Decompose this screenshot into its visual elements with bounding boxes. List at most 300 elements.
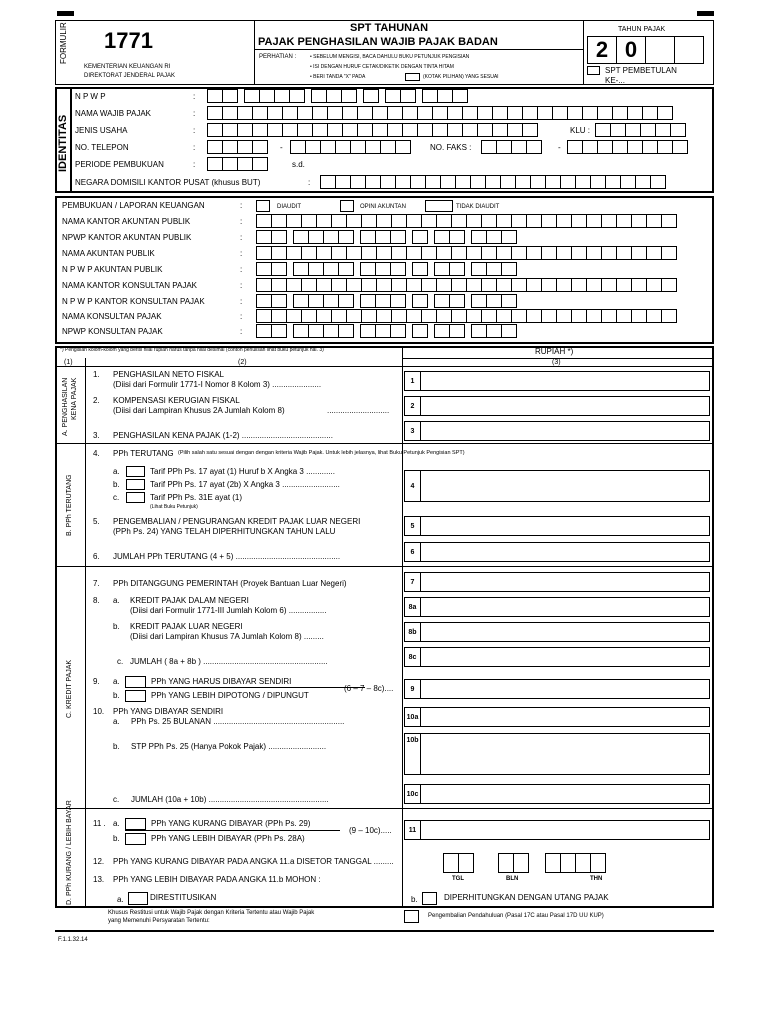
char-box[interactable]	[267, 106, 283, 120]
char-box[interactable]	[567, 106, 583, 120]
char-box[interactable]	[361, 309, 377, 323]
row-4a-checkbox[interactable]	[126, 466, 145, 477]
char-box[interactable]	[452, 89, 468, 103]
char-box[interactable]	[376, 246, 392, 260]
char-box[interactable]	[625, 123, 641, 137]
char-box[interactable]	[346, 309, 362, 323]
char-box[interactable]	[612, 140, 628, 154]
char-box[interactable]	[545, 175, 561, 189]
char-box[interactable]	[586, 309, 602, 323]
char-box[interactable]	[672, 140, 688, 154]
char-box[interactable]	[331, 246, 347, 260]
char-box[interactable]	[256, 324, 272, 338]
char-box[interactable]	[434, 294, 450, 308]
char-box[interactable]	[443, 853, 459, 873]
amount-8a[interactable]	[420, 597, 710, 617]
char-box[interactable]	[308, 294, 324, 308]
char-box[interactable]	[481, 309, 497, 323]
char-box[interactable]	[434, 324, 450, 338]
char-box[interactable]	[501, 230, 517, 244]
amount-5[interactable]	[420, 516, 710, 536]
char-box[interactable]	[616, 246, 632, 260]
char-box[interactable]	[462, 123, 478, 137]
char-box[interactable]	[657, 140, 673, 154]
row-4b-checkbox[interactable]	[126, 479, 145, 490]
nama-kap-boxes[interactable]	[256, 214, 676, 228]
char-box[interactable]	[541, 214, 557, 228]
char-box[interactable]	[451, 278, 467, 292]
char-box[interactable]	[308, 324, 324, 338]
char-box[interactable]	[361, 246, 377, 260]
char-box[interactable]	[417, 123, 433, 137]
char-box[interactable]	[471, 230, 487, 244]
char-box[interactable]	[290, 140, 306, 154]
amount-10c[interactable]	[420, 784, 710, 804]
amount-1[interactable]	[420, 371, 710, 391]
char-box[interactable]	[451, 309, 467, 323]
npwp-boxes[interactable]	[207, 89, 467, 103]
char-box[interactable]	[316, 246, 332, 260]
char-box[interactable]	[256, 262, 272, 276]
char-box[interactable]	[522, 106, 538, 120]
char-box[interactable]	[421, 309, 437, 323]
char-box[interactable]	[560, 853, 576, 873]
char-box[interactable]	[271, 262, 287, 276]
char-box[interactable]	[451, 246, 467, 260]
char-box[interactable]	[486, 262, 502, 276]
char-box[interactable]	[451, 214, 467, 228]
char-box[interactable]	[571, 214, 587, 228]
amount-7[interactable]	[420, 572, 710, 592]
char-box[interactable]	[402, 106, 418, 120]
char-box[interactable]	[293, 262, 309, 276]
char-box[interactable]	[582, 140, 598, 154]
char-box[interactable]	[312, 106, 328, 120]
char-box[interactable]	[486, 230, 502, 244]
char-box[interactable]	[434, 262, 450, 276]
char-box[interactable]	[271, 324, 287, 338]
year-digit-3[interactable]	[645, 36, 675, 64]
char-box[interactable]	[390, 230, 406, 244]
char-box[interactable]	[222, 89, 238, 103]
char-box[interactable]	[571, 278, 587, 292]
char-box[interactable]	[271, 230, 287, 244]
year-digit-1[interactable]: 2	[587, 36, 617, 64]
char-box[interactable]	[595, 123, 611, 137]
char-box[interactable]	[642, 106, 658, 120]
amount-10a[interactable]	[420, 707, 710, 727]
year-digit-2[interactable]: 0	[616, 36, 646, 64]
char-box[interactable]	[541, 309, 557, 323]
char-box[interactable]	[222, 106, 238, 120]
char-box[interactable]	[466, 246, 482, 260]
char-box[interactable]	[458, 853, 474, 873]
char-box[interactable]	[406, 278, 422, 292]
char-box[interactable]	[590, 853, 606, 873]
char-box[interactable]	[447, 123, 463, 137]
char-box[interactable]	[575, 853, 591, 873]
char-box[interactable]	[661, 246, 677, 260]
char-box[interactable]	[244, 89, 260, 103]
char-box[interactable]	[380, 175, 396, 189]
amount-10b[interactable]	[420, 733, 710, 775]
char-box[interactable]	[320, 175, 336, 189]
char-box[interactable]	[301, 278, 317, 292]
char-box[interactable]	[308, 262, 324, 276]
char-box[interactable]	[271, 309, 287, 323]
npwp-kkp-boxes[interactable]	[256, 294, 516, 308]
char-box[interactable]	[357, 106, 373, 120]
char-box[interactable]	[360, 230, 376, 244]
telepon-area-boxes[interactable]	[207, 140, 267, 154]
char-box[interactable]	[481, 246, 497, 260]
char-box[interactable]	[432, 106, 448, 120]
amount-8c[interactable]	[420, 647, 710, 667]
char-box[interactable]	[582, 106, 598, 120]
char-box[interactable]	[556, 278, 572, 292]
char-box[interactable]	[207, 123, 223, 137]
char-box[interactable]	[449, 294, 465, 308]
char-box[interactable]	[350, 175, 366, 189]
char-box[interactable]	[331, 278, 347, 292]
char-box[interactable]	[222, 140, 238, 154]
char-box[interactable]	[470, 175, 486, 189]
char-box[interactable]	[492, 106, 508, 120]
char-box[interactable]	[650, 175, 666, 189]
char-box[interactable]	[616, 214, 632, 228]
year-digit-4[interactable]	[674, 36, 704, 64]
pengembalian-checkbox[interactable]	[404, 910, 419, 923]
char-box[interactable]	[477, 123, 493, 137]
char-box[interactable]	[545, 853, 561, 873]
char-box[interactable]	[631, 309, 647, 323]
char-box[interactable]	[601, 278, 617, 292]
char-box[interactable]	[477, 106, 493, 120]
char-box[interactable]	[422, 89, 438, 103]
faks-boxes[interactable]	[567, 140, 687, 154]
char-box[interactable]	[346, 214, 362, 228]
char-box[interactable]	[552, 106, 568, 120]
char-box[interactable]	[412, 294, 428, 308]
tahun-pajak-boxes[interactable]	[587, 36, 703, 64]
char-box[interactable]	[436, 214, 452, 228]
char-box[interactable]	[282, 123, 298, 137]
char-box[interactable]	[496, 246, 512, 260]
char-box[interactable]	[507, 123, 523, 137]
char-box[interactable]	[640, 123, 656, 137]
char-box[interactable]	[271, 214, 287, 228]
amount-8b[interactable]	[420, 622, 710, 642]
row-4c-checkbox[interactable]	[126, 492, 145, 503]
char-box[interactable]	[338, 324, 354, 338]
char-box[interactable]	[259, 89, 275, 103]
char-box[interactable]	[256, 230, 272, 244]
char-box[interactable]	[471, 262, 487, 276]
char-box[interactable]	[323, 324, 339, 338]
char-box[interactable]	[312, 123, 328, 137]
char-box[interactable]	[363, 89, 379, 103]
char-box[interactable]	[256, 214, 272, 228]
char-box[interactable]	[449, 262, 465, 276]
amount-2[interactable]	[420, 396, 710, 416]
char-box[interactable]	[513, 853, 529, 873]
char-box[interactable]	[390, 324, 406, 338]
char-box[interactable]	[341, 89, 357, 103]
tgl-boxes[interactable]	[443, 853, 473, 873]
char-box[interactable]	[501, 294, 517, 308]
char-box[interactable]	[537, 106, 553, 120]
char-box[interactable]	[335, 140, 351, 154]
char-box[interactable]	[207, 106, 223, 120]
char-box[interactable]	[412, 230, 428, 244]
char-box[interactable]	[391, 309, 407, 323]
char-box[interactable]	[526, 246, 542, 260]
char-box[interactable]	[412, 324, 428, 338]
char-box[interactable]	[331, 309, 347, 323]
char-box[interactable]	[661, 278, 677, 292]
char-box[interactable]	[501, 324, 517, 338]
char-box[interactable]	[440, 175, 456, 189]
char-box[interactable]	[646, 309, 662, 323]
char-box[interactable]	[323, 294, 339, 308]
char-box[interactable]	[571, 309, 587, 323]
char-box[interactable]	[293, 230, 309, 244]
opini-box[interactable]	[425, 200, 453, 212]
char-box[interactable]	[256, 278, 272, 292]
char-box[interactable]	[342, 106, 358, 120]
char-box[interactable]	[297, 106, 313, 120]
char-box[interactable]	[447, 106, 463, 120]
npwp-kp-boxes[interactable]	[256, 324, 516, 338]
char-box[interactable]	[326, 89, 342, 103]
char-box[interactable]	[375, 294, 391, 308]
char-box[interactable]	[466, 214, 482, 228]
char-box[interactable]	[286, 309, 302, 323]
diaudit-checkbox[interactable]	[256, 200, 270, 212]
char-box[interactable]	[627, 140, 643, 154]
char-box[interactable]	[590, 175, 606, 189]
char-box[interactable]	[372, 106, 388, 120]
char-box[interactable]	[526, 214, 542, 228]
char-box[interactable]	[486, 324, 502, 338]
nama-ap-boxes[interactable]	[256, 246, 676, 260]
char-box[interactable]	[289, 89, 305, 103]
char-box[interactable]	[567, 140, 583, 154]
char-box[interactable]	[455, 175, 471, 189]
char-box[interactable]	[375, 230, 391, 244]
char-box[interactable]	[252, 123, 268, 137]
char-box[interactable]	[511, 140, 527, 154]
nama-kp-boxes[interactable]	[256, 309, 676, 323]
row-11a-checkbox[interactable]	[125, 818, 146, 830]
char-box[interactable]	[616, 309, 632, 323]
klu-boxes[interactable]	[595, 123, 685, 137]
periode-start-boxes[interactable]	[207, 157, 267, 171]
char-box[interactable]	[365, 140, 381, 154]
char-box[interactable]	[462, 106, 478, 120]
char-box[interactable]	[222, 123, 238, 137]
char-box[interactable]	[391, 214, 407, 228]
char-box[interactable]	[361, 214, 377, 228]
char-box[interactable]	[601, 309, 617, 323]
char-box[interactable]	[500, 175, 516, 189]
char-box[interactable]	[610, 123, 626, 137]
char-box[interactable]	[391, 278, 407, 292]
char-box[interactable]	[360, 262, 376, 276]
char-box[interactable]	[657, 106, 673, 120]
char-box[interactable]	[338, 230, 354, 244]
char-box[interactable]	[612, 106, 628, 120]
char-box[interactable]	[661, 309, 677, 323]
nama-wp-boxes[interactable]	[207, 106, 672, 120]
npwp-kap-boxes[interactable]	[256, 230, 516, 244]
jenis-usaha-boxes[interactable]	[207, 123, 537, 137]
char-box[interactable]	[434, 230, 450, 244]
char-box[interactable]	[635, 175, 651, 189]
char-box[interactable]	[390, 294, 406, 308]
char-box[interactable]	[571, 246, 587, 260]
char-box[interactable]	[466, 309, 482, 323]
char-box[interactable]	[400, 89, 416, 103]
char-box[interactable]	[271, 246, 287, 260]
char-box[interactable]	[496, 140, 512, 154]
char-box[interactable]	[360, 324, 376, 338]
char-box[interactable]	[496, 309, 512, 323]
char-box[interactable]	[327, 123, 343, 137]
char-box[interactable]	[507, 106, 523, 120]
char-box[interactable]	[256, 246, 272, 260]
char-box[interactable]	[274, 89, 290, 103]
char-box[interactable]	[481, 214, 497, 228]
amount-9[interactable]	[420, 679, 710, 699]
char-box[interactable]	[526, 278, 542, 292]
diperhitungkan-checkbox[interactable]	[422, 892, 437, 905]
char-box[interactable]	[293, 324, 309, 338]
nama-kkp-boxes[interactable]	[256, 278, 676, 292]
char-box[interactable]	[361, 278, 377, 292]
char-box[interactable]	[323, 230, 339, 244]
char-box[interactable]	[271, 294, 287, 308]
char-box[interactable]	[395, 140, 411, 154]
char-box[interactable]	[530, 175, 546, 189]
char-box[interactable]	[301, 309, 317, 323]
char-box[interactable]	[346, 246, 362, 260]
spt-pembetulan-checkbox[interactable]	[587, 66, 600, 75]
char-box[interactable]	[511, 246, 527, 260]
char-box[interactable]	[311, 89, 327, 103]
char-box[interactable]	[406, 309, 422, 323]
char-box[interactable]	[526, 309, 542, 323]
char-box[interactable]	[486, 294, 502, 308]
char-box[interactable]	[646, 246, 662, 260]
row-9b-checkbox[interactable]	[125, 690, 146, 702]
char-box[interactable]	[376, 309, 392, 323]
char-box[interactable]	[627, 106, 643, 120]
char-box[interactable]	[286, 278, 302, 292]
char-box[interactable]	[338, 262, 354, 276]
char-box[interactable]	[410, 175, 426, 189]
char-box[interactable]	[237, 106, 253, 120]
char-box[interactable]	[620, 175, 636, 189]
char-box[interactable]	[308, 230, 324, 244]
char-box[interactable]	[335, 175, 351, 189]
char-box[interactable]	[256, 309, 272, 323]
char-box[interactable]	[436, 309, 452, 323]
amount-11[interactable]	[420, 820, 710, 840]
char-box[interactable]	[305, 140, 321, 154]
char-box[interactable]	[342, 123, 358, 137]
char-box[interactable]	[360, 294, 376, 308]
amount-6[interactable]	[420, 542, 710, 562]
char-box[interactable]	[471, 324, 487, 338]
char-box[interactable]	[387, 123, 403, 137]
char-box[interactable]	[485, 175, 501, 189]
bln-boxes[interactable]	[498, 853, 528, 873]
char-box[interactable]	[395, 175, 411, 189]
char-box[interactable]	[421, 278, 437, 292]
char-box[interactable]	[655, 123, 671, 137]
char-box[interactable]	[646, 278, 662, 292]
char-box[interactable]	[406, 246, 422, 260]
char-box[interactable]	[207, 140, 223, 154]
char-box[interactable]	[282, 106, 298, 120]
char-box[interactable]	[586, 214, 602, 228]
char-box[interactable]	[376, 214, 392, 228]
char-box[interactable]	[297, 123, 313, 137]
char-box[interactable]	[357, 123, 373, 137]
char-box[interactable]	[515, 175, 531, 189]
char-box[interactable]	[511, 309, 527, 323]
char-box[interactable]	[481, 278, 497, 292]
char-box[interactable]	[616, 278, 632, 292]
char-box[interactable]	[556, 309, 572, 323]
char-box[interactable]	[271, 278, 287, 292]
char-box[interactable]	[556, 246, 572, 260]
char-box[interactable]	[346, 278, 362, 292]
char-box[interactable]	[391, 246, 407, 260]
char-box[interactable]	[207, 89, 223, 103]
char-box[interactable]	[432, 123, 448, 137]
char-box[interactable]	[256, 294, 272, 308]
char-box[interactable]	[541, 278, 557, 292]
char-box[interactable]	[661, 214, 677, 228]
char-box[interactable]	[631, 214, 647, 228]
char-box[interactable]	[631, 246, 647, 260]
amount-3[interactable]	[420, 421, 710, 441]
faks-area-boxes[interactable]	[481, 140, 541, 154]
npwp-ap-boxes[interactable]	[256, 262, 516, 276]
char-box[interactable]	[501, 262, 517, 276]
char-box[interactable]	[286, 214, 302, 228]
row-11b-checkbox[interactable]	[125, 833, 146, 845]
char-box[interactable]	[526, 140, 542, 154]
char-box[interactable]	[267, 123, 283, 137]
char-box[interactable]	[222, 157, 238, 171]
char-box[interactable]	[597, 140, 613, 154]
char-box[interactable]	[316, 278, 332, 292]
char-box[interactable]	[316, 214, 332, 228]
char-box[interactable]	[541, 246, 557, 260]
char-box[interactable]	[402, 123, 418, 137]
char-box[interactable]	[320, 140, 336, 154]
char-box[interactable]	[646, 214, 662, 228]
char-box[interactable]	[417, 106, 433, 120]
char-box[interactable]	[375, 262, 391, 276]
char-box[interactable]	[511, 214, 527, 228]
char-box[interactable]	[237, 140, 253, 154]
amount-4[interactable]	[420, 470, 710, 502]
char-box[interactable]	[252, 157, 268, 171]
